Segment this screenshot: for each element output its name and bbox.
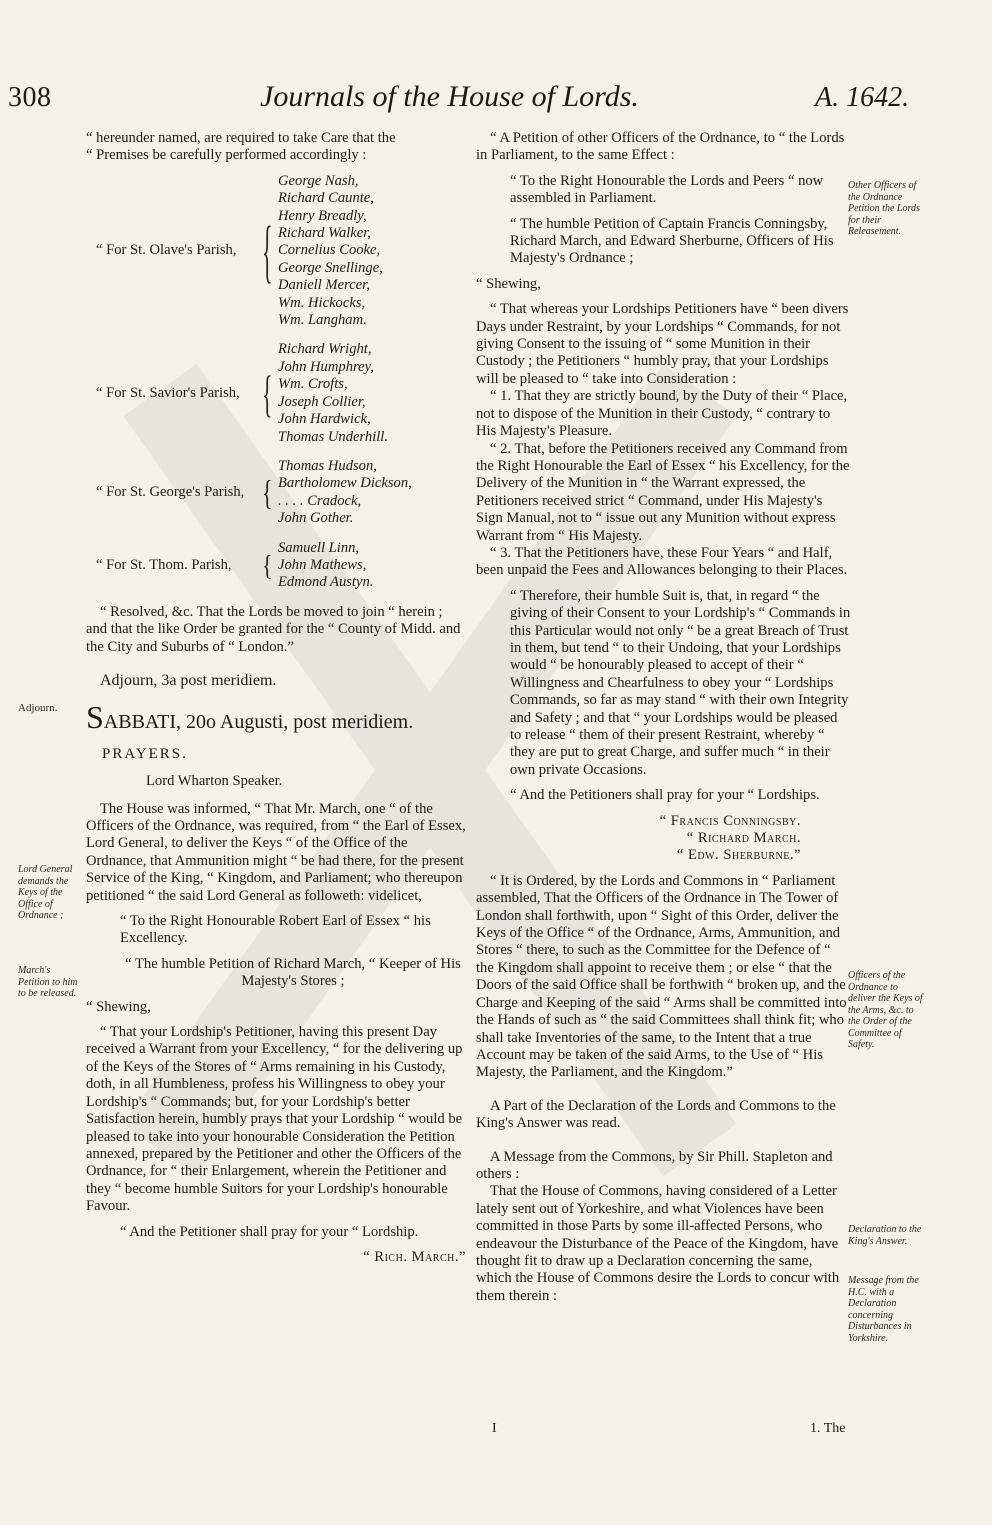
name: . . . . Cradock, [278, 492, 362, 509]
name: Cornelius Cooke, [278, 242, 381, 259]
name: Wm. Langham. [278, 312, 367, 329]
petition-body-march: “ That your Lordship's Petitioner, having this present Day received a Warrant from your Excellency, “ for the delivering up of the Keys of the Stores of “ Arms remaining in his Custody, doth, in all Humbleness, profess his Willingness to obey your Lordship's “ Commands; but, for your Lordship's better Satisfaction herein, humbly prays that your Lordship “ would be pleased to take into your honourable Consideration the Petition annexed, prepared by the Petitioner and other the Officers of the Ordnance, for “ their Enlargement, wherein the Petitioner and they “ become humble Suitors for your Lordship's honourable Favour. [86, 1024, 463, 1215]
name: John Gother. [278, 510, 354, 527]
signature-3: “ Edw. Sherburne.” [676, 847, 801, 864]
name: John Humphrey, [278, 358, 374, 375]
message-paragraph: A Message from the Commons, by Sir Phill. Stapleton and others : [476, 1148, 833, 1182]
name: Thomas Hudson, [278, 457, 377, 474]
name: George Nash, [278, 172, 359, 189]
shewing-line: “ Shewing, [86, 998, 151, 1015]
brace-icon: { [262, 364, 273, 422]
margin-note-message: Message from the H.C. with a Declaration concerning Disturbances in Yorkshire. [848, 1275, 919, 1344]
pray-line: “ And the Petitioners shall pray for your “ Lordships. [510, 787, 820, 804]
name: Daniell Mercer, [278, 277, 370, 294]
name: Richard Walker, [278, 225, 371, 242]
parish-block-olave [86, 173, 466, 330]
parish-names [274, 458, 412, 528]
name: Wm. Crofts, [278, 376, 348, 393]
name: Thomas Underhill. [278, 428, 389, 445]
catchword: 1. The [810, 1421, 846, 1436]
parish-names [274, 341, 388, 445]
signature-1: “ Francis Conningsby. [659, 812, 801, 829]
parish-block-thom [86, 540, 466, 592]
intro-line-2: “ Premises be carefully performed accordingly : [86, 147, 367, 164]
name: Bartholomew Dickson, [278, 475, 412, 492]
name: Joseph Collier, [278, 393, 366, 410]
parish-names [274, 173, 383, 330]
petition-para-2: “ 1. That they are strictly bound, by the Duty of their “ Place, not to dispose of the Munition in their Custody, “ contrary to His Majesty's Pleasure. [476, 388, 848, 440]
prayers-heading: PRAYERS. [102, 745, 188, 762]
declaration-paragraph: A Part of the Declaration of the Lords and Commons to the King's Answer was read. [476, 1097, 836, 1132]
margin-note-adjourn: Adjourn. [18, 702, 58, 714]
parish-names [274, 540, 373, 592]
name: George Snellinge, [278, 259, 383, 276]
parish-block-george [86, 458, 466, 528]
signature-2: “ Richard March. [686, 830, 801, 847]
margin-note-other-officers: Other Officers of the Ordnance Petition the Lords for their Releasement. [848, 180, 920, 237]
margin-note-declaration: Declaration to the King's Answer. [848, 1224, 922, 1247]
address-essex: “ To the Right Honourable Robert Earl of Essex “ his Excellency. [120, 913, 431, 947]
parish-label: “ For St. Thom. Parish, [96, 556, 232, 573]
name: John Hardwick, [278, 411, 371, 428]
page-title: Journals of the House of Lords. [260, 80, 639, 113]
name: Richard Caunte, [278, 190, 374, 207]
intro-line-1: “ hereunder named, are required to take Care that the [86, 130, 396, 146]
adjourn-line: Adjourn, 3a post meridiem. [100, 671, 277, 689]
page-number: 308 [8, 82, 52, 113]
petition-title-officers: “ The humble Petition of Captain Francis Conningsby, Richard March, and Edward Sherburne, Officers of His Majesty's Ordnance ; [510, 215, 834, 267]
speaker-line: Lord Wharton Speaker. [146, 773, 283, 790]
informed-paragraph: The House was informed, “ That Mr. March, one “ of the Officers of the Ordnance, was required, from “ the Earl of Essex, Lord General, to deliver the Keys “ of the Office of the Ordnance, that Ammunition might “ be had there, for the present Service of the King, “ Kingdom, and Parliament; who thereupon petitioned “ the said Lord General as followeth: videlicet, [86, 800, 466, 904]
petition-title-march: “ The humble Petition of Richard March, “ Keeper of His Majesty's Stores ; [125, 955, 461, 990]
left-column [86, 130, 466, 1266]
page-year: A. 1642. [815, 82, 910, 113]
name: Richard Wright, [278, 341, 372, 358]
sabbati-initial: S [86, 699, 104, 736]
name: Edmond Austyn. [278, 574, 374, 591]
petition-para-4: “ 3. That the Petitioners have, these Four Years “ and Half, been unpaid the Fees and Allowances belonging to their Places. [476, 544, 848, 579]
petition-para-1: “ That whereas your Lordships Petitioners have “ been divers Days under Restraint, by your Lordships “ Commands, for not giving Consent to the issuing of “ some Munition in their Custody ; the Petitioners “ humbly pray, that your Lordships will be pleased to “ take into Consideration : [476, 301, 849, 387]
name: Wm. Hickocks, [278, 294, 366, 311]
sabbati-heading [86, 699, 466, 736]
margin-note-lord-general: Lord General demands the Keys of the Office of Ordnance ; [18, 864, 73, 921]
right-intro: “ A Petition of other Officers of the Ordnance, to “ the Lords in Parliament, to the same Effect : [476, 130, 845, 164]
pray-line: “ And the Petitioner shall pray for your “ Lordship. [120, 1223, 419, 1240]
right-column [476, 130, 851, 1305]
shewing-line: “ Shewing, [476, 275, 541, 292]
parish-label: “ For St. Savior's Parish, [96, 384, 240, 401]
parish-label: “ For St. Olave's Parish, [96, 242, 237, 259]
sabbati-rest: ABBATI, 20o Augusti, post meridiem. [103, 711, 414, 734]
signature-mark: I [492, 1421, 497, 1436]
brace-icon: { [262, 472, 273, 513]
petition-para-3: “ 2. That, before the Petitioners received any Command from the Right Honourable the Earl of Essex “ his Excellency, for the Delivery of the Munition in “ the Warrant expressed, the Petitioners received strict “ Command, under His Majesty's Sign Manual, not to “ issue out any Munition without express Warrant from “ His Majesty. [476, 440, 850, 544]
parish-block-savior [86, 341, 466, 445]
brace-icon: { [262, 210, 273, 291]
resolved-paragraph: “ Resolved, &c. That the Lords be moved to join “ herein ; and that the like Order be granted for the “ County of Midd. and the City and Suburbs of “ London.” [86, 603, 461, 655]
parish-label: “ For St. George's Parish, [96, 484, 245, 501]
brace-icon: { [262, 549, 273, 582]
margin-note-march-petition: March's Petition to him to be released. [18, 965, 78, 999]
address-lords: “ To the Right Honourable the Lords and Peers “ now assembled in Parliament. [510, 172, 824, 207]
name: Samuell Linn, [278, 539, 360, 556]
name: Henry Breadly, [278, 207, 367, 224]
petition-para-5: “ Therefore, their humble Suit is, that, in regard “ the giving of their Consent to your Lordship's “ Commands in this Particular would not only “ be a great Breach of Trust in them, but tend “ to their Undoing, that your Lordships would “ be honourably pleased to accept of their “ Willingness and Chearfulness to obey your “ Lordships Commands, so far as may stand “ with their own Integrity and Safety ; and that “ your Lordships would be pleased to release “ them of their present Restraint, whereby “ they are put to great Charge, and suffer much “ in their own private Occasions. [510, 587, 851, 778]
name: John Mathews, [278, 556, 367, 573]
order-paragraph: “ It is Ordered, by the Lords and Commons in “ Parliament assembled, That the Officers of the Ordnance in The Tower of London shall forthwith, upon “ Sight of this Order, deliver the Keys of the Office “ of the Ordnance, Arms, Ammunition, and Stores “ there, to such as the Committee for the Defence of “ the Kingdom shall appoint to receive them ; or else “ that the Doors of the said Office shall be forthwith “ broken up, and the Charge and Keeping of the said “ Arms shall be committed into the Hands of such as “ the said Committees shall think fit; who shall take Inventories of the same, to the Intent that a true Account may be taken of the said Arms, to the Use of “ His Majesty, the Parliament, and the Kingdom.” [476, 872, 847, 1081]
signature-march: “ Rich. March.” [363, 1248, 466, 1265]
message-body: That the House of Commons, having considered of a Letter lately sent out of Yorkeshire, and what Violences have been committed in those Parts by some ill-affected Persons, who endeavour the Disturbance of the Peace of the Kingdom, have thought fit to draw up a Declaration concerning the same, which the House of Commons desire the Lords to concur with them therein : [476, 1183, 840, 1304]
margin-note-officers-deliver: Officers of the Ordnance to deliver the Keys of the Arms, &c. to the Order of the Committee of Safety. [848, 970, 923, 1050]
